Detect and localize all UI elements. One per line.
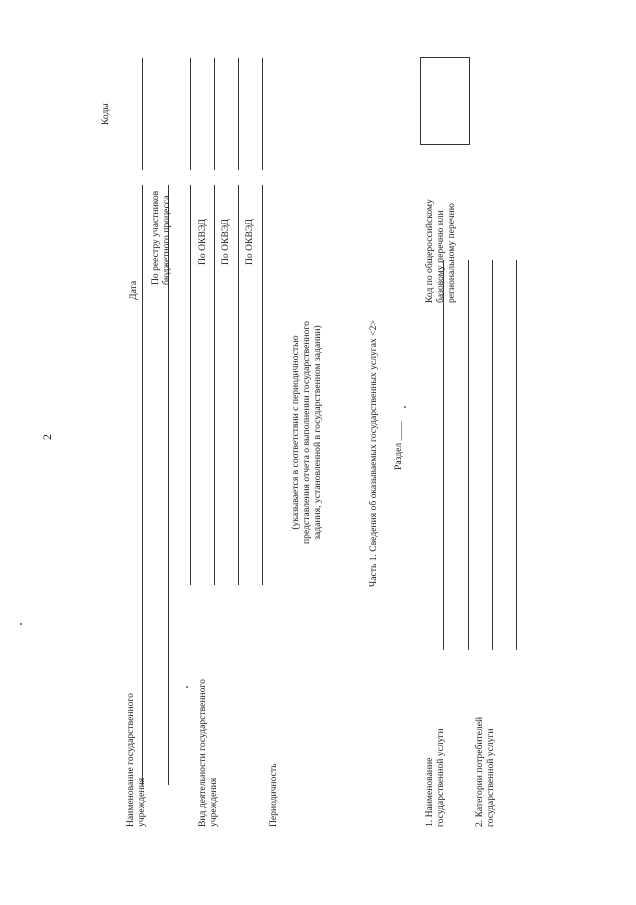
consumers-label: 2. Категории потребителей государственной услуги xyxy=(474,716,496,827)
activity-line-3 xyxy=(238,185,239,585)
okved-label-3: По ОКВЭД xyxy=(244,219,255,265)
section-label: Раздел ____ xyxy=(393,421,404,470)
registry-label: По реестру участников бюджетного процесса xyxy=(150,190,172,285)
consumers-line-1 xyxy=(492,260,493,650)
service-code-box xyxy=(420,57,470,145)
service-code-label: Код по общероссийскому базовому перечню или региональному перечню xyxy=(424,199,457,303)
service-name-label: 1. Наименование государственной услуги xyxy=(424,728,446,827)
codes-line-1 xyxy=(142,58,143,170)
consumers-line-2 xyxy=(516,260,517,650)
codes-line-3 xyxy=(214,58,215,170)
institution-name-label: Наименование государственного учреждения xyxy=(125,693,147,827)
codes-line-4 xyxy=(238,58,239,170)
institution-name-line xyxy=(142,185,143,785)
page-number: 2 xyxy=(40,434,54,440)
service-name-line-1 xyxy=(443,260,444,650)
scan-speck xyxy=(404,406,406,408)
okved-label-1: По ОКВЭД xyxy=(197,219,208,265)
okved-label-2: По ОКВЭД xyxy=(220,219,231,265)
periodicity-note: (указывается в соответствии с периодичностью представления отчета о выполнении государственного задания, установленной в государственном задании) xyxy=(290,321,323,544)
codes-line-2 xyxy=(190,58,191,170)
periodicity-label: Периодичность xyxy=(268,763,279,827)
date-label: Дата xyxy=(128,280,139,300)
activity-line-1 xyxy=(190,185,191,585)
codes-line-5 xyxy=(262,58,263,170)
activity-type-label: Вид деятельности государственного учреждения xyxy=(197,679,219,827)
part1-title: Часть 1. Сведения об оказываемых государственных услугах <2> xyxy=(368,320,379,587)
activity-line-2 xyxy=(214,185,215,585)
scan-speck xyxy=(20,623,22,625)
service-name-line-2 xyxy=(468,260,469,650)
periodicity-line xyxy=(262,185,263,585)
scan-speck xyxy=(186,686,188,688)
codes-label: Коды xyxy=(100,103,111,125)
